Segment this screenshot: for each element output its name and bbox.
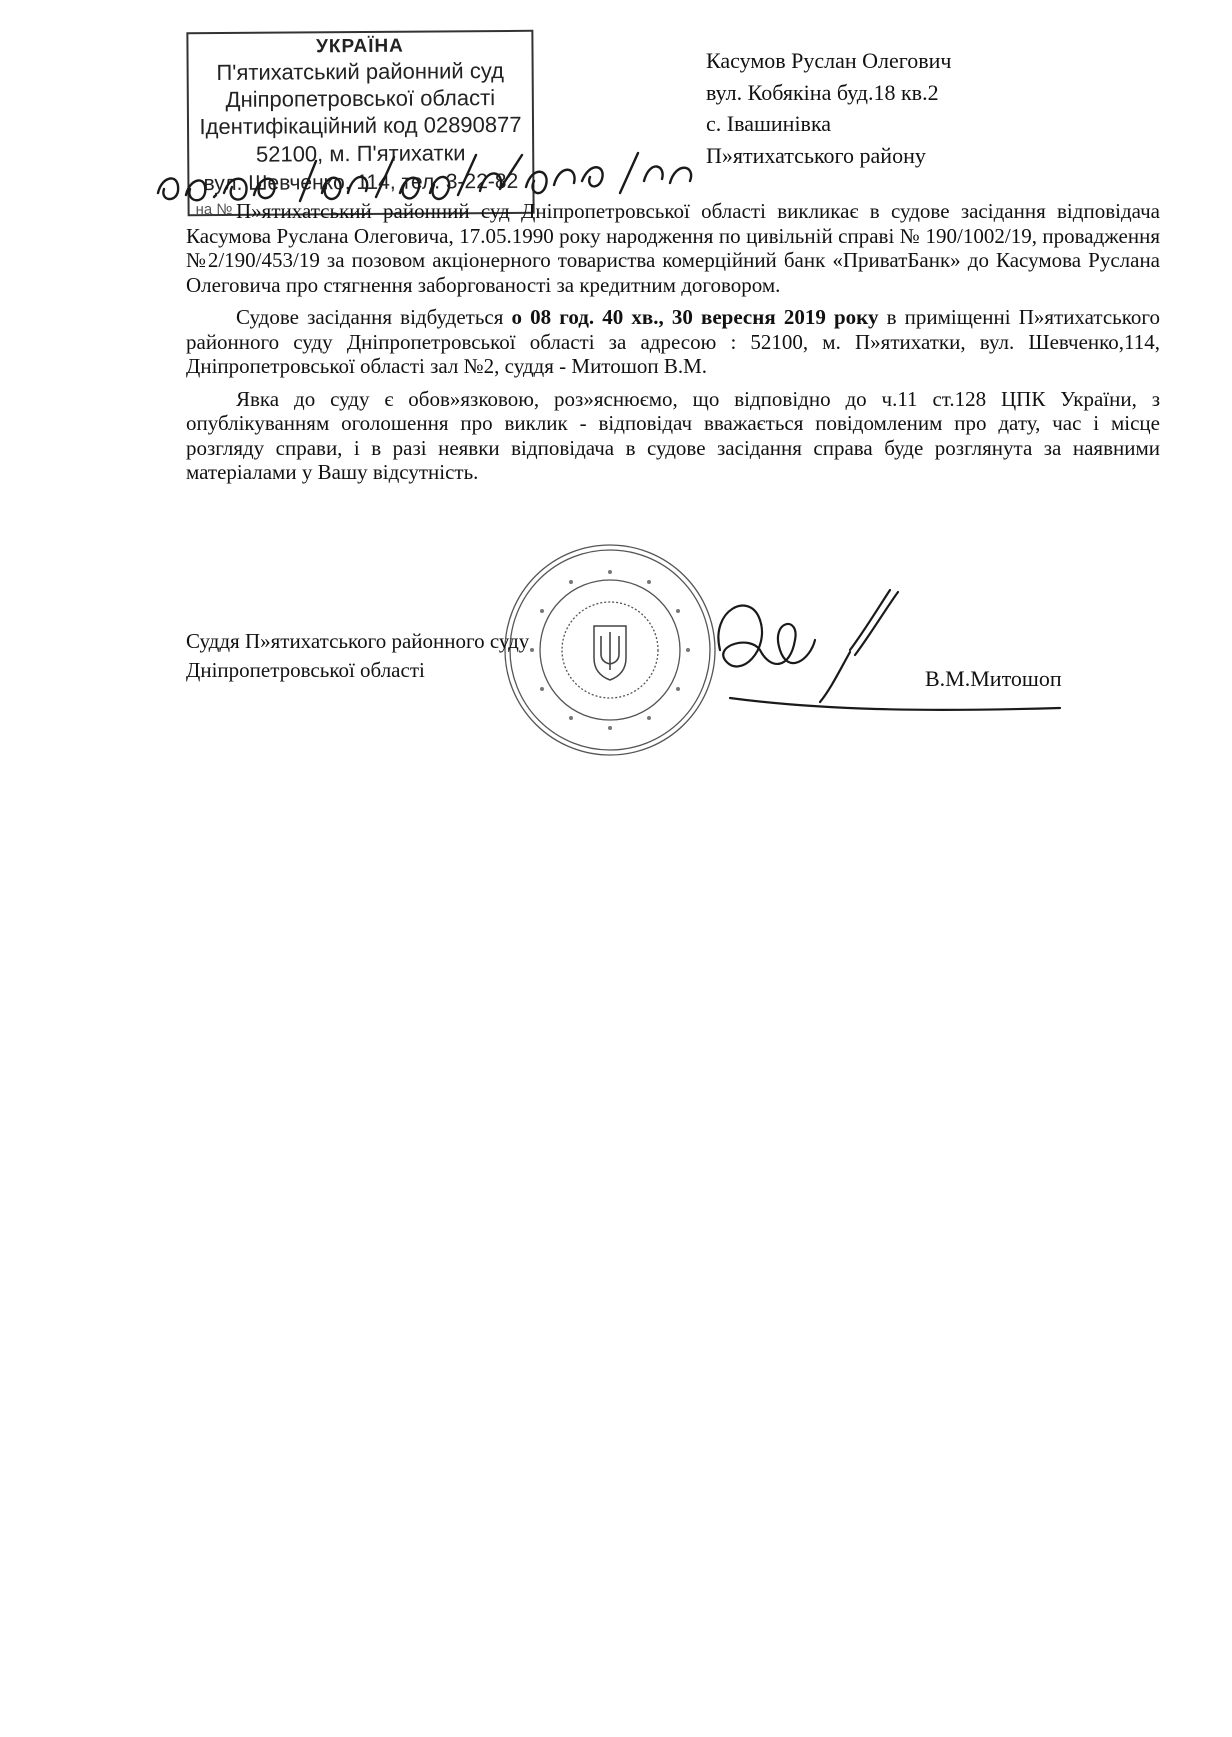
court-seal [495, 535, 725, 765]
addressee-name: Касумов Руслан Олегович [706, 48, 952, 73]
stamp-court-name: П'ятихатський районний суд [216, 57, 504, 86]
summons-body [186, 199, 1160, 493]
summons-paragraph-1: П»ятихатський районний суд Дніпропетровської області викликає в судове засідання відповідача Касумова Руслана Олеговича, 17.05.1990 року народження по цивільній справі № 190/1002/19, провадження №2/190/453/19 за позовом акціонерного товариства комерційний банк «ПриватБанк» до Касумова Руслана Олеговича про стягнення заборгованості за кредитним договором. [186, 199, 1160, 297]
summons-paragraph-2 [186, 305, 1160, 379]
stamp-reference: на № [195, 200, 233, 219]
judge-name: В.М.Митошоп [925, 666, 1062, 691]
stamp-id-code: Ідентифікаційний код 02890877 [199, 111, 522, 140]
signature-title-line-1: Суддя П»ятихатського районного суду [186, 629, 530, 653]
addressee-district: П»ятихатського району [706, 142, 926, 168]
judge-signature [700, 580, 1080, 740]
signature-title-line-2: Дніпропетровської області [186, 658, 425, 682]
stamp-street: вул. Шевченко, 114, тел. 3-22-82 [203, 169, 519, 196]
hearing-intro: Судове засідання відбудеться [236, 305, 512, 329]
addressee-village: с. Івашинівка [706, 111, 832, 136]
signature-title [186, 627, 529, 685]
hearing-datetime: о 08 год. 40 хв., 30 вересня 2019 року [511, 305, 879, 329]
addressee-street: вул. Кобякіна буд.18 кв.2 [706, 79, 939, 105]
addressee-block [706, 45, 952, 171]
trident-emblem-icon [594, 626, 626, 680]
stamp-region: Дніпропетровської області [225, 85, 496, 112]
stamp-country: УКРАЇНА [315, 35, 404, 58]
stamp-postal-address: 52100, м. П'ятихатки [255, 140, 466, 167]
summons-paragraph-3: Явка до суду є обов»язковою, роз»яснюємо, що відповідно до ч.11 ст.128 ЦПК України, з опублікуванням оголошення про виклик - відповідач вважається повідомленим про дату, час і місце розгляду справи, і в разі неявки відповідача в судове засідання справа буде розглянута за наявними матеріалами у Вашу відсутність. [186, 386, 1160, 484]
hearing-location: в приміщенні П»ятихатського районного суду Дніпропетровської області за адресою : 52100, м. П»ятихатки, вул. Шевченко,114, Дніпропетровської області зал №2, суддя - Митошоп В.М. [186, 305, 1160, 378]
